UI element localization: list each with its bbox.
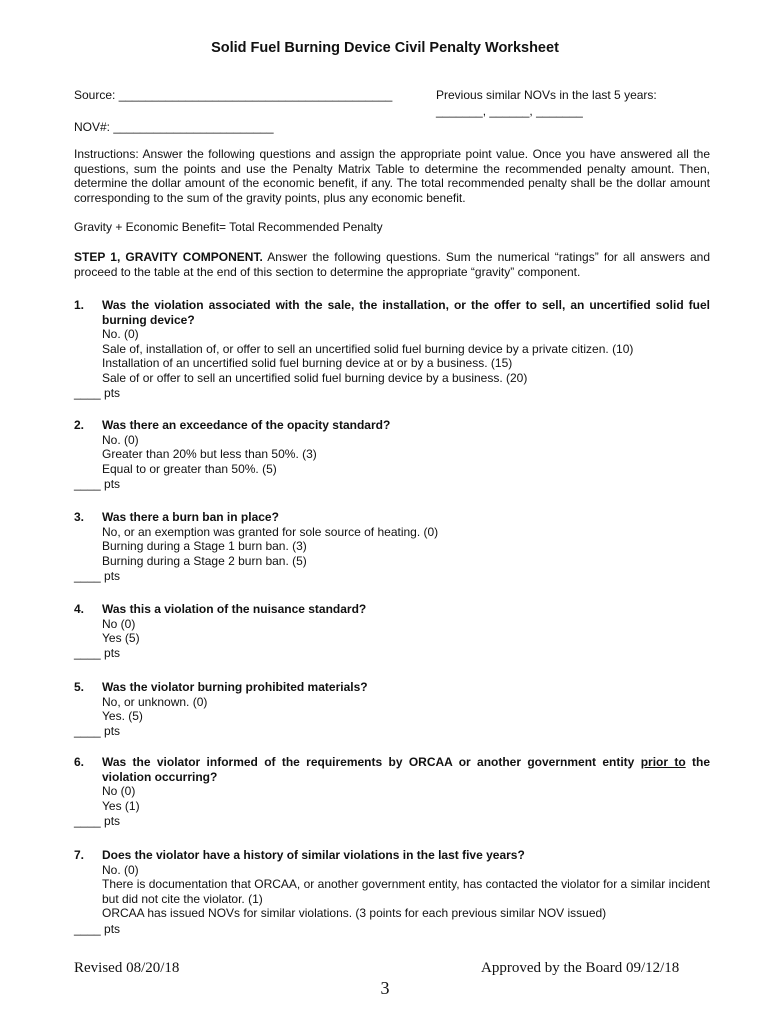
- question-2-points-blank: ____ pts: [74, 477, 121, 491]
- question-7-title: Does the violator have a history of similar violations in the last five years?: [102, 848, 525, 862]
- question-5-points-blank: ____ pts: [74, 724, 121, 738]
- question-2-title: Was there an exceedance of the opacity standard?: [102, 418, 391, 432]
- question-7: [102, 848, 710, 921]
- question-6-number: 6.: [74, 755, 85, 769]
- question-3: [102, 510, 710, 568]
- question-6: [102, 755, 710, 813]
- question-5: [102, 680, 710, 724]
- question-4-title: Was this a violation of the nuisance standard?: [102, 602, 367, 616]
- question-7-points-blank: ____ pts: [74, 922, 121, 936]
- question-1-title: Was the violation associated with the sale, the installation, or the offer to sell, an uncertified solid fuel burning device?: [102, 298, 710, 327]
- question-7-option: No. (0): [102, 862, 139, 877]
- question-2-option: Equal to or greater than 50%. (5): [102, 461, 277, 476]
- question-7-option: ORCAA has issued NOVs for similar violations. (3 points for each previous similar NOV issued): [102, 906, 607, 921]
- question-5-title: Was the violator burning prohibited materials?: [102, 680, 368, 694]
- question-6-title-emphasis: prior to: [640, 755, 686, 769]
- question-1: [102, 298, 710, 386]
- question-4-option: Yes (5): [102, 631, 140, 646]
- question-3-number: 3.: [74, 510, 85, 524]
- question-2-option: No. (0): [102, 432, 139, 447]
- question-2-number: 2.: [74, 418, 85, 432]
- question-1-points-blank: ____ pts: [74, 386, 121, 400]
- question-5-number: 5.: [74, 680, 85, 694]
- step1-paragraph: [74, 250, 710, 279]
- question-4: [102, 602, 710, 646]
- step1-text: Answer the following questions. Sum the numerical “ratings” for all answers and proceed to the table at the end of this section to determine the appropriate “gravity” component.: [74, 250, 711, 279]
- question-2: [102, 418, 710, 476]
- step1-heading: STEP 1, GRAVITY COMPONENT.: [74, 250, 263, 264]
- question-5-option: No, or unknown. (0): [102, 694, 208, 709]
- page-title: Solid Fuel Burning Device Civil Penalty Worksheet: [211, 40, 559, 56]
- page-number: 3: [380, 978, 390, 998]
- question-1-number: 1.: [74, 298, 85, 312]
- question-6-title-end: the violation occurring?: [102, 755, 710, 784]
- question-6-points-blank: ____ pts: [74, 814, 121, 828]
- question-1-option: Sale of or offer to sell an uncertified solid fuel burning device by a business. (20): [102, 370, 528, 385]
- question-3-title: Was there a burn ban in place?: [102, 510, 279, 524]
- question-6-title: [102, 755, 710, 784]
- question-7-number: 7.: [74, 848, 85, 862]
- approved-date: Approved by the Board 09/12/18: [481, 960, 680, 976]
- instructions-paragraph: Instructions: Answer the following questions and assign the appropriate point value. Once you have answered all the questions, sum the points and use the Penalty Matrix Table to determine the recommended penalty amount. Then, determine the dollar amount of the economic benefit, if any. The total recommended penalty shall be the dollar amount corresponding to the sum of the gravity points, plus any economic benefit.: [74, 147, 710, 205]
- nov-number-field: NOV#: ________________________: [74, 120, 274, 134]
- previous-novs-label: Previous similar NOVs in the last 5 years:: [436, 88, 657, 102]
- source-field: Source: _________________________________________: [74, 88, 393, 102]
- question-3-option: Burning during a Stage 2 burn ban. (5): [102, 553, 307, 568]
- question-1-option: Installation of an uncertified solid fuel burning device at or by a business. (15): [102, 356, 513, 371]
- question-4-points-blank: ____ pts: [74, 646, 121, 660]
- penalty-formula: Gravity + Economic Benefit= Total Recommended Penalty: [74, 220, 383, 234]
- question-6-option: Yes (1): [102, 798, 140, 813]
- question-2-option: Greater than 20% but less than 50%. (3): [102, 447, 317, 462]
- question-5-option: Yes. (5): [102, 709, 143, 724]
- question-3-points-blank: ____ pts: [74, 569, 121, 583]
- question-4-option: No (0): [102, 616, 136, 631]
- question-1-option: Sale of, installation of, or offer to sell an uncertified solid fuel burning device by a private citizen. (10): [102, 341, 634, 356]
- question-3-option: Burning during a Stage 1 burn ban. (3): [102, 539, 307, 554]
- question-3-option: No, or an exemption was granted for sole source of heating. (0): [102, 524, 439, 539]
- question-4-number: 4.: [74, 602, 85, 616]
- revised-date: Revised 08/20/18: [74, 960, 180, 976]
- question-7-option: There is documentation that ORCAA, or another government entity, has contacted the violator for a similar incident but did not cite the violator. (1): [102, 877, 710, 906]
- previous-novs-blanks: _______, ______, _______: [436, 104, 583, 118]
- question-1-option: No. (0): [102, 327, 139, 342]
- question-6-title-start: Was the violator informed of the requirements by ORCAA or another government entity: [102, 755, 641, 769]
- question-6-option: No (0): [102, 784, 136, 799]
